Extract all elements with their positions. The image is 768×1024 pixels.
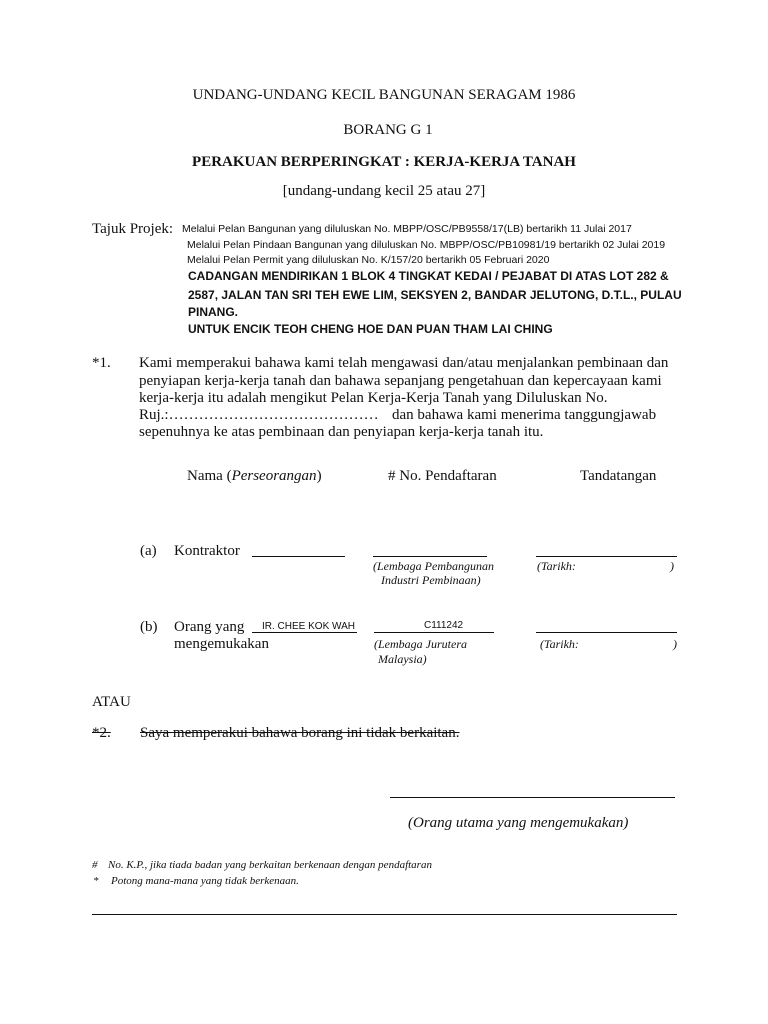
project-title-line-3: PINANG. (188, 305, 239, 319)
form-number: BORANG G 1 (343, 122, 433, 138)
row-a-registration-note-2: Industri Pembinaan) (381, 573, 481, 587)
row-a-registration-note-1: (Lembaga Pembangunan (373, 559, 494, 573)
project-plan-line-1: Melalui Pelan Bangunan yang diluluskan No. MBPP/OSC/PB9558/17(LB) bertarikh 11 Julai 2017 (182, 223, 632, 235)
row-a-registration-blank[interactable] (373, 556, 487, 557)
declaration-1-line-5: sepenuhnya ke atas pembinaan dan penyiapan kerja-kerja tanah itu. (139, 424, 544, 440)
row-a-date-close: ) (670, 559, 674, 573)
row-b-name-value: IR. CHEE KOK WAH (262, 621, 355, 632)
row-a-date-label: (Tarikh: (537, 559, 576, 573)
declaration-1-reference: Ruj.:…………………………………… (139, 407, 379, 423)
row-b-registration-blank[interactable] (374, 632, 494, 633)
signature-caption: (Orang utama yang mengemukakan) (408, 815, 629, 831)
project-plan-line-2: Melalui Pelan Pindaan Bangunan yang diluluskan No. MBPP/OSC/PB10981/19 bertarikh 02 Julai 2019 (187, 239, 666, 251)
project-plan-line-3: Melalui Pelan Permit yang diluluskan No. K/157/20 bertarikh 05 Februari 2020 (187, 254, 550, 266)
row-b-letter: (b) (140, 619, 158, 635)
declaration-2-number: *2. (92, 725, 111, 741)
row-b-label-2: mengemukakan (174, 636, 269, 652)
column-registration-header: # No. Pendaftaran (388, 468, 497, 484)
declaration-2-text: Saya memperakui bahawa borang ini tidak berkaitan. (140, 725, 460, 741)
row-b-registration-note-1: (Lembaga Jurutera (374, 637, 467, 651)
bottom-rule (92, 914, 677, 915)
declaration-1-number: *1. (92, 355, 111, 371)
declaration-1-line-4: dan bahawa kami menerima tanggungjawab (392, 407, 657, 423)
project-title-line-1: CADANGAN MENDIRIKAN 1 BLOK 4 TINGKAT KEDAI / PEJABAT DI ATAS LOT 282 & (188, 269, 669, 283)
row-a-letter: (a) (140, 543, 157, 559)
project-title-line-2: 2587, JALAN TAN SRI TEH EWE LIM, SEKSYEN 2, BANDAR JELUTONG, D.T.L., PULAU (188, 288, 682, 302)
footnote-hash-mark: # (92, 859, 98, 871)
row-b-date-close: ) (673, 637, 677, 651)
row-b-registration-value: C111242 (424, 620, 464, 631)
signature-line[interactable] (390, 797, 675, 798)
footnote-star-mark: * (93, 875, 99, 887)
form-law-title: UNDANG-UNDANG KECIL BANGUNAN SERAGAM 1986 (192, 87, 576, 103)
footnote-star-text: Potong mana-mana yang tidak berkenaan. (111, 875, 299, 887)
column-name-header: Nama (Perseorangan) (187, 468, 322, 484)
declaration-1-line-3: kerja-kerja itu adalah mengikut Pelan Kerja-Kerja Tanah yang Diluluskan No. (139, 390, 608, 406)
form-subtitle: [undang-undang kecil 25 atau 27] (282, 183, 486, 199)
row-b-signature-blank[interactable] (536, 632, 677, 633)
row-a-name-blank[interactable] (252, 556, 345, 557)
footnote-hash-text: No. K.P., jika tiada badan yang berkaitan berkenaan dengan pendaftaran (108, 859, 432, 871)
declaration-1-line-1: Kami memperakui bahawa kami telah mengawasi dan/atau menjalankan pembinaan dan (139, 355, 669, 371)
column-signature-header: Tandatangan (580, 468, 657, 484)
project-label: Tajuk Projek: (92, 221, 174, 237)
row-a-label: Kontraktor (174, 543, 240, 559)
row-b-name-blank[interactable] (252, 632, 357, 633)
row-b-registration-note-2: Malaysia) (378, 652, 427, 666)
row-b-label-1: Orang yang (174, 619, 245, 635)
form-title: PERAKUAN BERPERINGKAT : KERJA-KERJA TANAH (192, 154, 576, 170)
row-a-signature-blank[interactable] (536, 556, 677, 557)
declaration-1-line-2: penyiapan kerja-kerja tanah dan bahawa sepanjang pengetahuan dan kepercayaan kami (139, 373, 662, 389)
atau-divider-text: ATAU (92, 694, 131, 710)
project-owner: UNTUK ENCIK TEOH CHENG HOE DAN PUAN THAM LAI CHING (188, 322, 553, 336)
row-b-date-label: (Tarikh: (540, 637, 579, 651)
